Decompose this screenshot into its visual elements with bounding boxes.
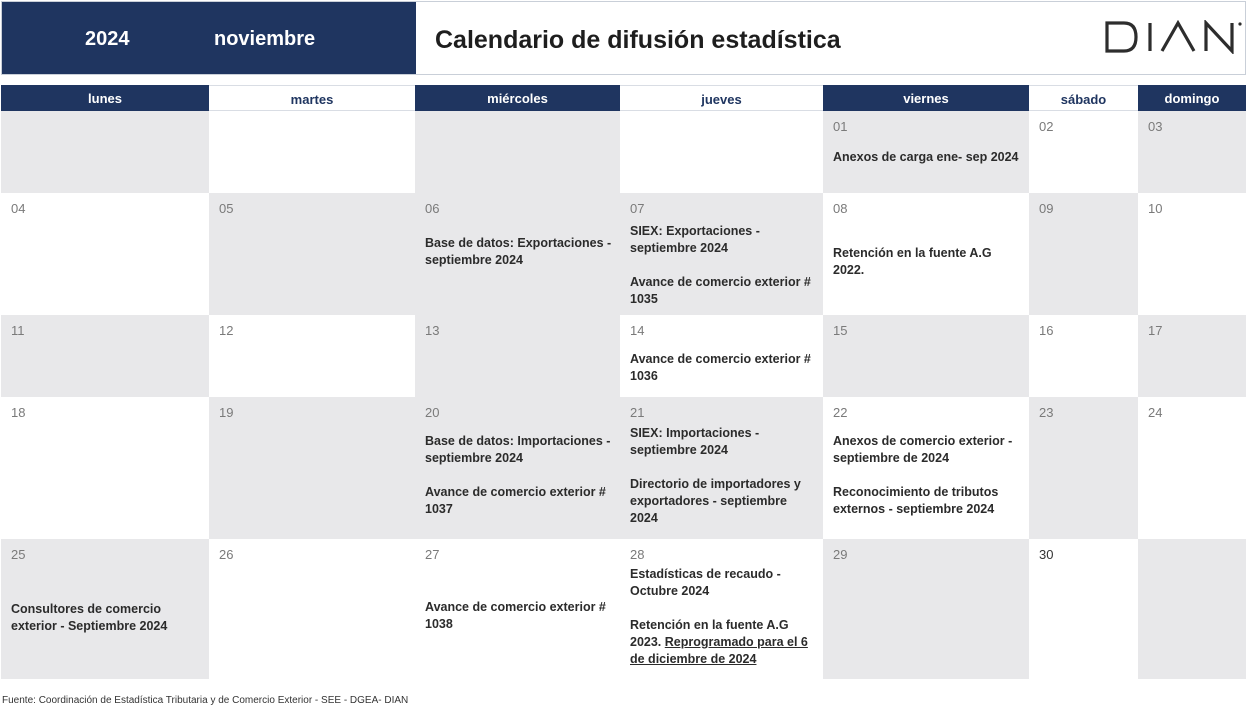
day-cell[interactable] [415,539,620,679]
day-number: 21 [630,405,645,420]
day-number: 28 [630,547,645,562]
day-cell[interactable] [1029,539,1138,679]
day-cell[interactable] [209,397,415,539]
event-list [425,599,614,633]
day-number: 18 [11,405,26,420]
day-number: 11 [11,323,25,338]
calendar-header [1,1,1246,75]
day-cell[interactable] [620,397,823,539]
day-number: 23 [1039,405,1054,420]
day-number: 16 [1039,323,1054,338]
event-list [630,566,817,668]
day-number: 03 [1148,119,1163,134]
weekday-domingo: domingo [1138,85,1246,111]
day-number: 25 [11,547,26,562]
event-list [833,245,1023,279]
day-number: 13 [425,323,440,338]
event-list [630,425,817,527]
day-cell[interactable] [415,315,620,397]
day-cell[interactable] [1138,315,1246,397]
day-number: 01 [833,119,848,134]
day-cell[interactable] [620,539,823,679]
day-number: 04 [11,201,26,216]
day-cell[interactable] [1,539,209,679]
day-number: 07 [630,201,645,216]
day-cell[interactable] [1,111,209,193]
header-month: noviembre [214,28,316,50]
event-item: Reconocimiento de tributos externos - septiembre 2024 [833,485,999,516]
day-number: 10 [1148,201,1163,216]
weekday-lunes: lunes [1,85,209,111]
event-item: Avance de comercio exterior # 1036 [630,352,811,383]
source-footer: Fuente: Coordinación de Estadística Tributaria y de Comercio Exterior - SEE - DGEA- DIAN [2,695,409,706]
day-cell[interactable] [1138,539,1246,679]
day-cell[interactable] [823,111,1029,193]
day-cell[interactable] [415,193,620,315]
day-cell[interactable] [823,397,1029,539]
day-cell[interactable] [209,539,415,679]
day-cell[interactable] [1,397,209,539]
day-number: 08 [833,201,848,216]
day-number: 22 [833,405,848,420]
weekday-sábado: sábado [1029,85,1138,111]
event-item: Consultores de comercio exterior - Septiembre 2024 [11,602,168,633]
day-number: 15 [833,323,848,338]
event-list [833,149,1023,166]
day-cell[interactable] [209,315,415,397]
event-list [11,601,203,635]
event-item: SIEX: Importaciones - septiembre 2024 [630,426,760,457]
day-cell[interactable] [1138,193,1246,315]
event-item: Base de datos: Importaciones - septiembre 2024 [425,434,611,465]
day-cell[interactable] [209,193,415,315]
day-number: 30 [1039,547,1054,562]
weekday-martes: martes [209,85,415,111]
event-item: Directorio de importadores y exportadores - septiembre 2024 [630,477,801,525]
day-cell[interactable] [823,193,1029,315]
event-list [833,433,1023,518]
day-number: 24 [1148,405,1163,420]
event-item: Avance de comercio exterior # 1035 [630,275,811,306]
day-cell[interactable] [620,315,823,397]
event-item: Retención en la fuente A.G 2022. [833,246,992,277]
dian-logo [1104,20,1244,59]
weekday-jueves: jueves [620,85,823,111]
day-number: 26 [219,547,234,562]
event-list [630,223,817,308]
event-list [425,433,614,518]
day-number: 17 [1148,323,1163,338]
day-cell[interactable] [415,111,620,193]
event-item: Retención en la fuente A.G 2023. Reprogramado para el 6 de diciembre de 2024 [630,618,808,666]
day-cell[interactable] [1138,397,1246,539]
day-cell[interactable] [1,315,209,397]
event-item: Avance de comercio exterior # 1037 [425,485,606,516]
day-number: 20 [425,405,440,420]
event-item: Avance de comercio exterior # 1038 [425,600,606,631]
day-cell[interactable] [1029,397,1138,539]
header-date-band [2,2,416,74]
day-cell[interactable] [209,111,415,193]
day-number: 09 [1039,201,1054,216]
event-item: Anexos de carga ene- sep 2024 [833,150,1019,164]
day-cell[interactable] [620,193,823,315]
day-cell[interactable] [1,193,209,315]
event-item: Anexos de comercio exterior - septiembre de 2024 [833,434,1013,465]
day-number: 29 [833,547,848,562]
event-item: Base de datos: Exportaciones - septiembre 2024 [425,236,612,267]
day-number: 14 [630,323,645,338]
day-cell[interactable] [1138,111,1246,193]
day-cell[interactable] [823,539,1029,679]
weekday-header-row [1,85,1246,111]
day-number: 05 [219,201,234,216]
page-title: Calendario de difusión estadística [435,26,841,54]
day-cell[interactable] [823,315,1029,397]
day-cell[interactable] [1029,193,1138,315]
day-cell[interactable] [620,111,823,193]
event-item: SIEX: Exportaciones - septiembre 2024 [630,224,760,255]
day-number: 06 [425,201,440,216]
day-number: 19 [219,405,234,420]
day-number: 12 [219,323,234,338]
weekday-miércoles: miércoles [415,85,620,111]
reschedule-note: Reprogramado para el 6 de diciembre de 2024 [630,635,808,666]
weekday-viernes: viernes [823,85,1029,111]
event-list [425,235,614,269]
day-number: 02 [1039,119,1054,134]
day-cell[interactable] [1029,111,1138,193]
header-year: 2024 [85,28,130,50]
day-cell[interactable] [1029,315,1138,397]
day-cell[interactable] [415,397,620,539]
event-list [630,351,817,385]
day-number: 27 [425,547,440,562]
event-item: Estadísticas de recaudo - Octubre 2024 [630,567,781,598]
